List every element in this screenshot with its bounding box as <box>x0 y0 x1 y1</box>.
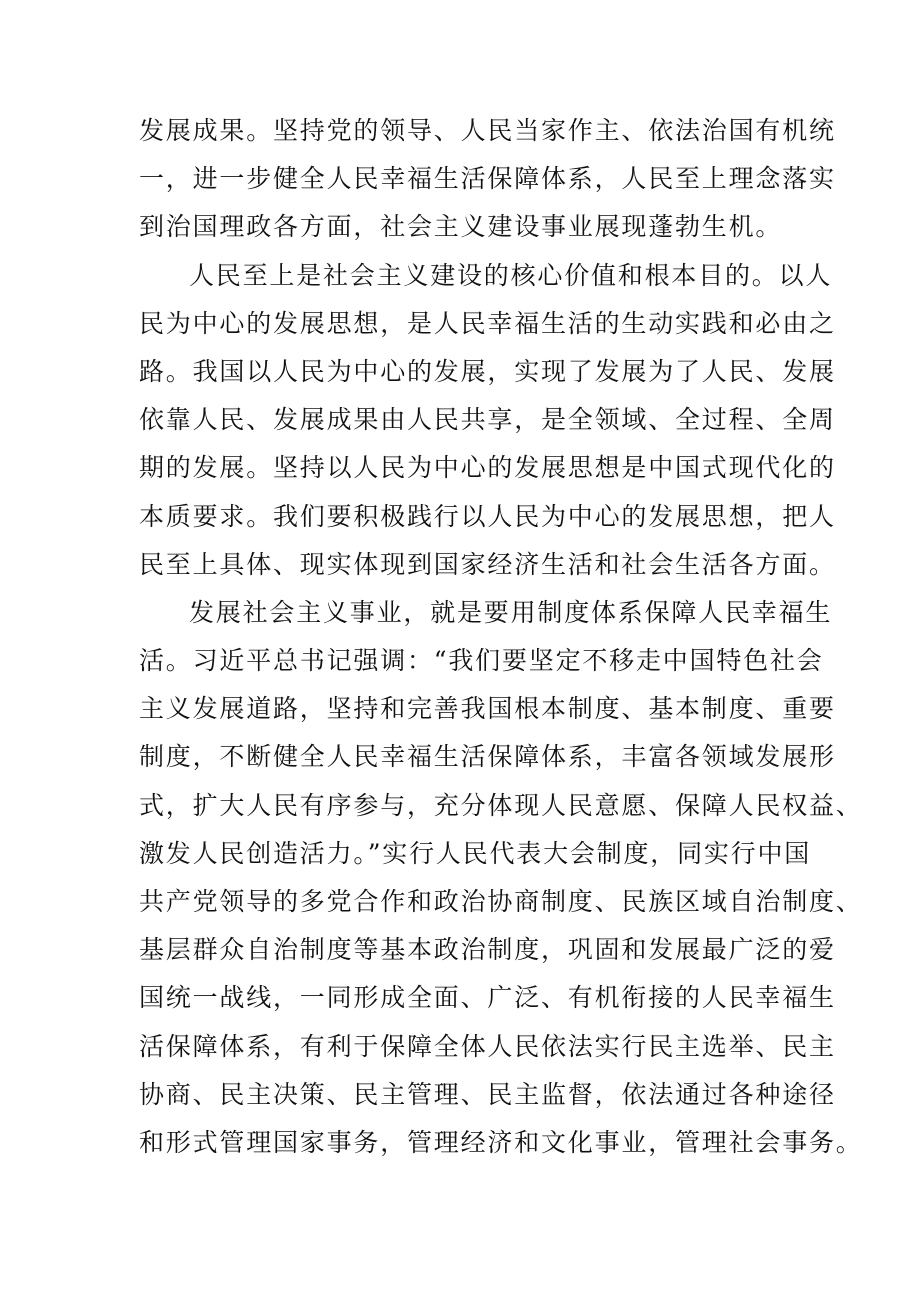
text-line: 路。我国以人民为中心的发展，实现了发展为了人民、发展 <box>139 356 836 386</box>
text-line: 式，扩大人民有序参与，充分体现人民意愿、保障人民权益、 <box>139 790 863 820</box>
text-line: 协商、民主决策、民主管理、民主监督，依法通过各种途径 <box>139 1079 836 1109</box>
paragraph-start-line: 发展社会主义事业，就是要用制度体系保障人民幸福生 <box>189 597 833 627</box>
text-line: 依靠人民、发展成果由人民共享，是全领域、全过程、全周 <box>139 405 836 435</box>
text-line: 共产党领导的多党合作和政治协商制度、民族区域自治制度、 <box>139 887 863 916</box>
text-line: 期的发展。坚持以人民为中心的发展思想是中国式现代化的 <box>139 453 836 483</box>
text-line: 激发人民创造活力。”实行人民代表大会制度，同实行中国 <box>139 838 812 868</box>
text-line: 到治国理政各方面，社会主义建设事业展现蓬勃生机。 <box>139 212 783 242</box>
text-line: 主义发展道路，坚持和完善我国根本制度、基本制度、重要 <box>139 694 836 724</box>
text-line: 一，进一步健全人民幸福生活保障体系，人民至上理念落实 <box>139 164 836 194</box>
text-line: 发展成果。坚持党的领导、人民当家作主、依法治国有机统 <box>139 116 836 145</box>
text-line: 活保障体系，有利于保障全体人民依法实行民主选举、民主 <box>139 1031 836 1061</box>
text-line: 本质要求。我们要积极践行以人民为中心的发展思想，把人 <box>139 501 836 531</box>
text-line: 民至上具体、现实体现到国家经济生活和社会生活各方面。 <box>139 549 836 579</box>
body-text <box>139 107 863 1167</box>
text-line: 基层群众自治制度等基本政治制度，巩固和发展最广泛的爱 <box>139 935 836 965</box>
text-line: 制度，不断健全人民幸福生活保障体系，丰富各领域发展形 <box>139 742 836 772</box>
text-line: 民为中心的发展思想，是人民幸福生活的生动实践和必由之 <box>139 308 836 338</box>
text-line: 和形式管理国家事务，管理经济和文化事业，管理社会事务。 <box>139 1127 863 1157</box>
text-line: 活。习近平总书记强调：“我们要坚定不移走中国特色社会 <box>139 646 824 676</box>
text-line: 国统一战线，一同形成全面、广泛、有机衔接的人民幸福生 <box>139 983 836 1013</box>
paragraph-start-line: 人民至上是社会主义建设的核心价值和根本目的。以人 <box>189 260 833 290</box>
